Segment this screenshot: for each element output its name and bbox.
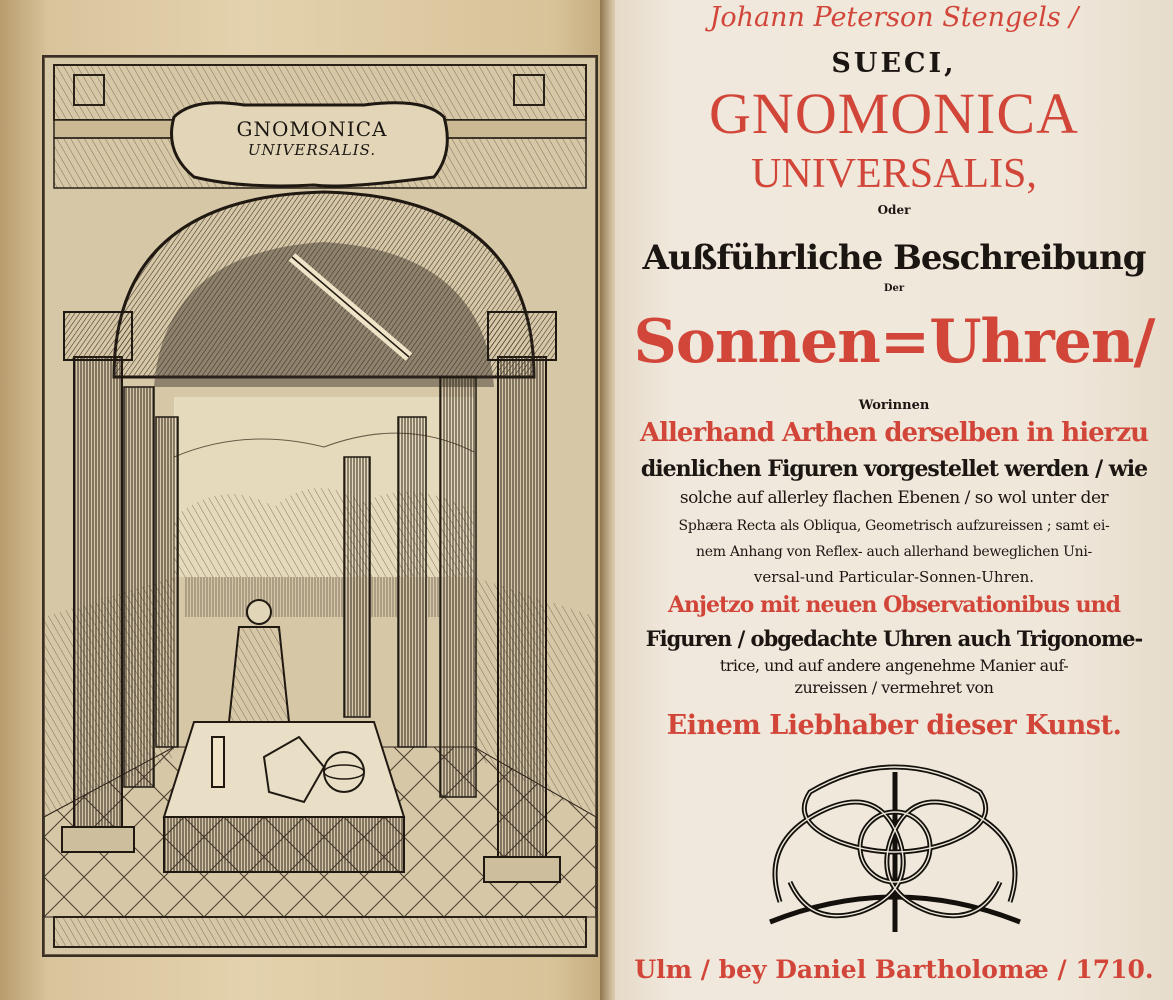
frontispiece-engraving xyxy=(42,55,598,957)
additional-line-2: Figuren / obgedachte Uhren auch Trigonome- xyxy=(645,626,1143,651)
worinnen-word: Worinnen xyxy=(858,398,930,413)
cartouche-line-2: UNIVERSALIS. xyxy=(247,141,377,159)
oder-word: Oder xyxy=(877,203,911,217)
cartouche-line-1: GNOMONICA xyxy=(236,117,388,141)
additional-line-4: zureissen / vermehret von xyxy=(794,678,994,697)
author-line: Johann Peterson Stengels / xyxy=(709,2,1079,33)
body-line-5: nem Anhang von Reflex- auch allerhand beweglichen Uni- xyxy=(696,544,1092,560)
imprint-line: Ulm / bey Daniel Bartholomæ / 1710. xyxy=(634,955,1154,984)
additional-line-3: trice, und auf andere angenehme Manier auf- xyxy=(719,656,1069,675)
additional-line-5: Einem Liebhaber dieser Kunst. xyxy=(666,710,1122,741)
body-line-4: Sphæra Recta als Obliqua, Geometrisch aufzureissen ; samt ei- xyxy=(678,518,1110,534)
der-word: Der xyxy=(883,283,905,294)
main-title-line-1: GNOMONICA xyxy=(709,81,1079,146)
subtitle-line-2: Sonnen=Uhren/ xyxy=(633,307,1155,377)
cartouche-title xyxy=(212,117,412,159)
engraving-illustration xyxy=(44,57,596,955)
additional-line-1: Anjetzo mit neuen Observationibus und xyxy=(667,592,1120,618)
body-line-1: Allerhand Arthen derselben in hierzu xyxy=(639,418,1148,448)
body-line-2: dienlichen Figuren vorgestellet werden / wie xyxy=(640,456,1148,482)
sueci-line: SUECI, xyxy=(831,48,957,79)
body-line-6: versal-und Particular-Sonnen-Uhren. xyxy=(753,568,1035,586)
title-page xyxy=(615,0,1173,1000)
main-title-line-2: UNIVERSALIS, xyxy=(751,151,1037,197)
printer-monogram xyxy=(750,752,1040,942)
body-line-3: solche auf allerley flachen Ebenen / so wol unter der xyxy=(679,488,1109,508)
subtitle-line-1: Außführliche Beschreibung xyxy=(642,238,1146,278)
